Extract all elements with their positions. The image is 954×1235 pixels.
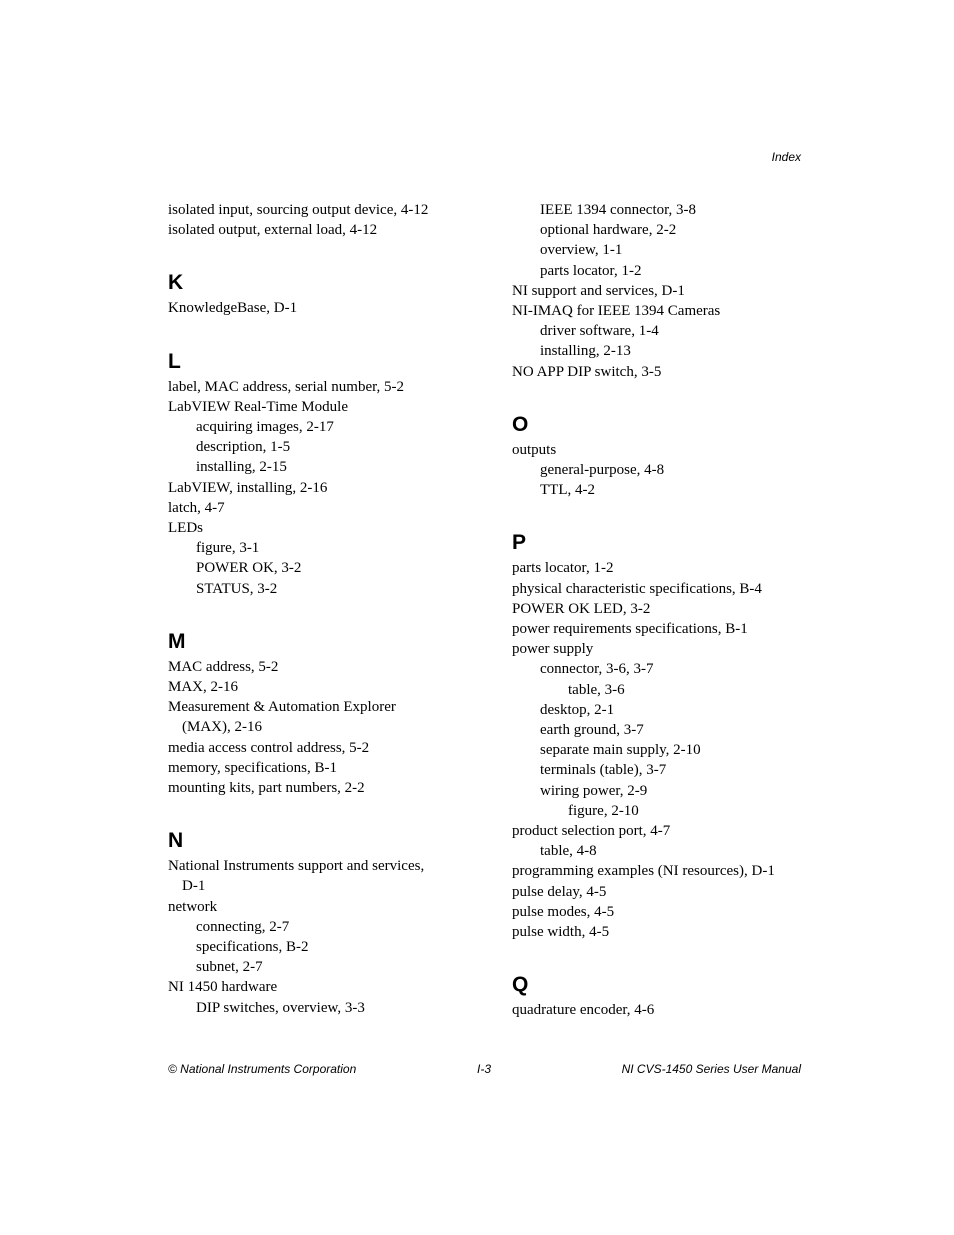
index-subentry: DIP switches, overview, 3-3	[196, 999, 365, 1016]
index-entry: pulse width, 4-5	[512, 924, 610, 941]
index-subentry: connector, 3-6, 3-7	[540, 661, 654, 678]
index-subentry: separate main supply, 2-10	[540, 742, 701, 759]
index-entry: pulse modes, 4-5	[512, 903, 615, 920]
index-letter-heading: M	[168, 629, 186, 653]
index-entry: LabVIEW, installing, 2-16	[168, 479, 328, 496]
running-header-section: Index	[771, 150, 801, 164]
index-entry: network	[168, 898, 218, 915]
index-entry: media access control address, 5-2	[168, 739, 370, 756]
index-subentry: driver software, 1-4	[540, 323, 659, 340]
index-subentry: optional hardware, 2-2	[540, 222, 677, 239]
index-entry: KnowledgeBase, D-1	[168, 300, 298, 317]
index-entry: Measurement & Automation Explorer (MAX), 2-16	[168, 699, 396, 736]
index-subentry: earth ground, 3-7	[540, 722, 644, 739]
index-entry: NI support and services, D-1	[512, 282, 685, 299]
index-entry: parts locator, 1-2	[512, 560, 614, 577]
index-letter-heading: K	[168, 271, 184, 295]
index-subentry: general-purpose, 4-8	[540, 462, 665, 479]
index-letter-heading: Q	[512, 973, 529, 997]
index-column-right	[512, 200, 842, 1021]
index-subentry: installing, 2-15	[196, 459, 287, 476]
index-entry: isolated input, sourcing output device, 4-12	[168, 202, 429, 218]
index-subentry: IEEE 1394 connector, 3-8	[540, 202, 697, 218]
index-entry: physical characteristic specifications, B-4	[512, 580, 762, 597]
index-entry: MAX, 2-16	[168, 679, 238, 696]
index-entry: MAC address, 5-2	[168, 658, 279, 675]
index-subentry: connecting, 2-7	[196, 918, 290, 935]
index-entry: programming examples (NI resources), D-1	[512, 863, 775, 880]
index-subentry: overview, 1-1	[540, 242, 623, 259]
index-subentry: table, 3-6	[568, 681, 625, 698]
index-entry: memory, specifications, B-1	[168, 759, 337, 776]
index-entry: POWER OK LED, 3-2	[512, 600, 651, 617]
index-entry: quadrature encoder, 4-6	[512, 1002, 655, 1019]
index-subentry: subnet, 2-7	[196, 959, 263, 976]
footer-copyright: © National Instruments Corporation	[168, 1062, 357, 1076]
index-subentry: STATUS, 3-2	[196, 580, 278, 597]
footer-page-number: I-3	[477, 1062, 492, 1076]
index-subentry: terminals (table), 3-7	[540, 762, 667, 779]
index-subentry: table, 4-8	[540, 843, 597, 860]
index-column-left	[168, 200, 498, 1018]
index-entry: latch, 4-7	[168, 499, 225, 516]
index-entry: isolated output, external load, 4-12	[168, 222, 378, 239]
index-letter-heading: N	[168, 829, 184, 853]
index-entry: pulse delay, 4-5	[512, 883, 607, 900]
index-entry: power requirements specifications, B-1	[512, 621, 748, 638]
index-entry: label, MAC address, serial number, 5-2	[168, 378, 405, 395]
footer-manual-title: NI CVS-1450 Series User Manual	[621, 1062, 801, 1076]
index-entry: mounting kits, part numbers, 2-2	[168, 780, 365, 797]
index-entry: LabVIEW Real-Time Module	[168, 398, 348, 415]
index-entry: National Instruments support and services, D-1	[168, 858, 425, 895]
index-entry: NI-IMAQ for IEEE 1394 Cameras	[512, 303, 721, 320]
index-entry: outputs	[512, 441, 557, 458]
index-entry: power supply	[512, 641, 594, 658]
index-entry: LEDs	[168, 520, 203, 537]
index-subentry: wiring power, 2-9	[540, 782, 648, 799]
index-subentry: figure, 3-1	[196, 540, 260, 557]
index-subentry: POWER OK, 3-2	[196, 560, 302, 577]
index-letter-heading: L	[168, 349, 181, 373]
index-subentry: figure, 2-10	[568, 802, 639, 819]
index-subentry: TTL, 4-2	[540, 482, 595, 499]
index-entry: NI 1450 hardware	[168, 979, 278, 996]
index-letter-heading: O	[512, 412, 529, 436]
index-subentry: acquiring images, 2-17	[196, 419, 334, 436]
index-subentry: parts locator, 1-2	[540, 262, 642, 279]
index-entry: NO APP DIP switch, 3-5	[512, 363, 662, 380]
index-subentry: description, 1-5	[196, 439, 291, 456]
index-letter-heading: P	[512, 531, 527, 555]
index-entry: product selection port, 4-7	[512, 823, 671, 840]
index-subentry: desktop, 2-1	[540, 701, 615, 718]
index-subentry: installing, 2-13	[540, 343, 631, 360]
index-subentry: specifications, B-2	[196, 939, 309, 956]
